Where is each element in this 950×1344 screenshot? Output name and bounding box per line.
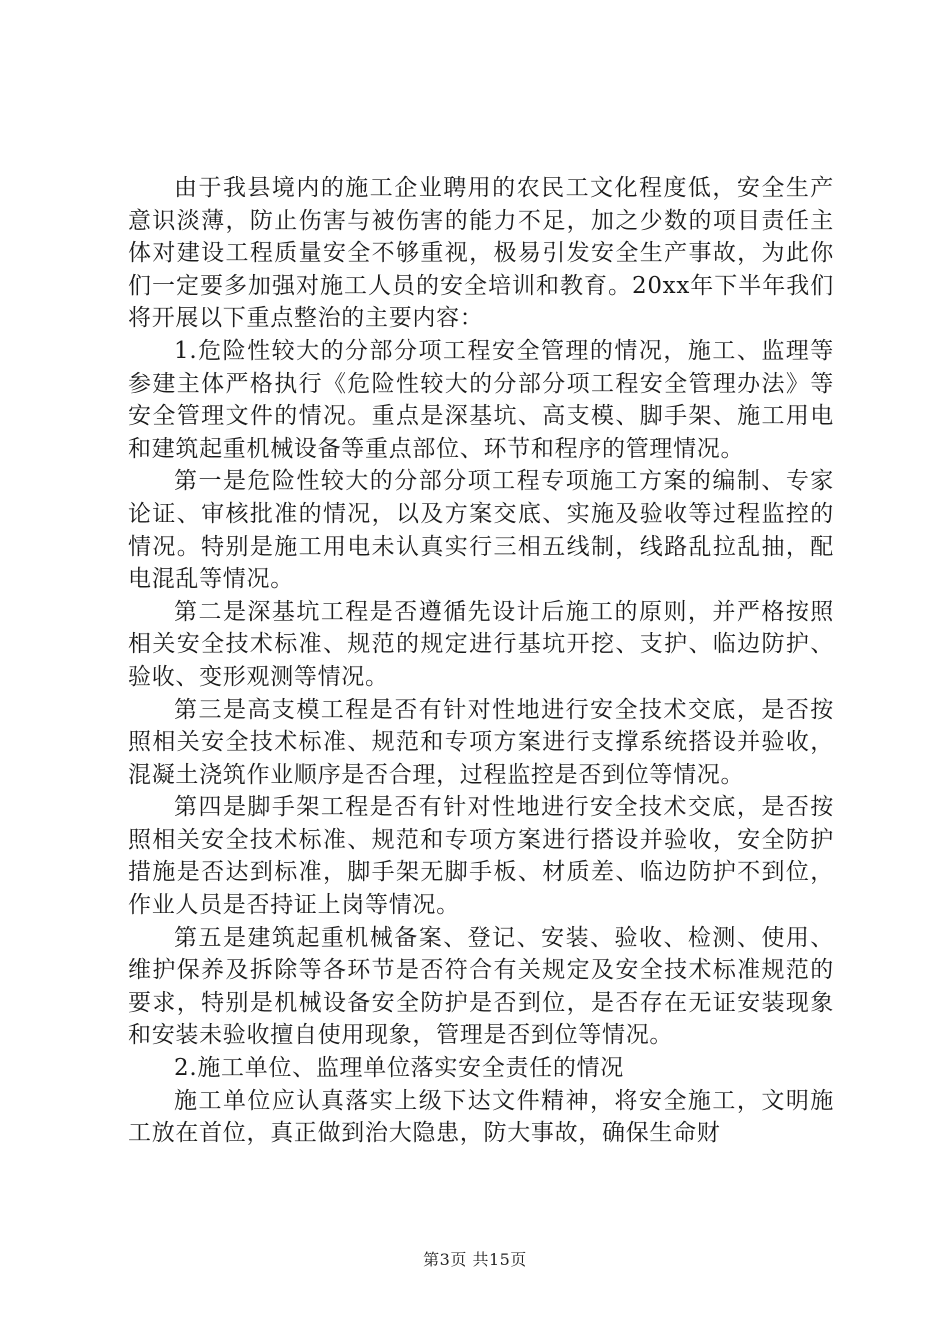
paragraph-fourth: 第四是脚手架工程是否有针对性地进行安全技术交底，是否按照相关安全技术标准、规范和专项方案进行搭设并验收，安全防护措施是否达到标准，脚手架无脚手板、材质差、临边防护不到位，作业人员是否持证上岗等情况。 (128, 794, 834, 919)
paragraph-second: 第二是深基坑工程是否遵循先设计后施工的原则，并严格按照相关安全技术标准、规范的规定进行基坑开挖、支护、临边防护、验收、变形观测等情况。 (128, 598, 834, 690)
paragraph-item-1: 1.危险性较大的分部分项工程安全管理的情况，施工、监理等参建主体严格执行《危险性较大的分部分项工程安全管理办法》等安全管理文件的情况。重点是深基坑、高支模、脚手架、施工用电和建筑起重机械设备等重点部位、环节和程序的管理情况。 (128, 337, 834, 462)
document-body (128, 172, 834, 1150)
paragraph-first: 第一是危险性较大的分部分项工程专项施工方案的编制、专家论证、审核批准的情况，以及方案交底、实施及验收等过程监控的情况。特别是施工用电未认真实行三相五线制，线路乱拉乱抽，配电混乱等情况。 (128, 468, 834, 593)
paragraph-construction-units: 施工单位应认真落实上级下达文件精神，将安全施工，文明施工放在首位，真正做到治大隐患，防大事故，确保生命财 (128, 1087, 834, 1147)
paragraph-intro: 由于我县境内的施工企业聘用的农民工文化程度低，安全生产意识淡薄，防止伤害与被伤害的能力不足，加之少数的项目责任主体对建设工程质量安全不够重视，极易引发安全生产事故，为此你们一定要多加强对施工人员的安全培训和教育。20xx年下半年我们将开展以下重点整治的主要内容： (128, 175, 834, 332)
paragraph-third: 第三是高支模工程是否有针对性地进行安全技术交底，是否按照相关安全技术标准、规范和专项方案进行支撑系统搭设并验收，混凝土浇筑作业顺序是否合理，过程监控是否到位等情况。 (128, 696, 834, 788)
paragraph-item-2-heading: 2.施工单位、监理单位落实安全责任的情况 (174, 1055, 624, 1082)
page-number-footer: 第3页 共15页 (423, 1250, 527, 1269)
paragraph-fifth: 第五是建筑起重机械备案、登记、安装、验收、检测、使用、维护保养及拆除等各环节是否符合有关规定及安全技术标准规范的要求，特别是机械设备安全防护是否到位，是否存在无证安装现象和安装未验收擅自使用现象，管理是否到位等情况。 (128, 924, 834, 1049)
